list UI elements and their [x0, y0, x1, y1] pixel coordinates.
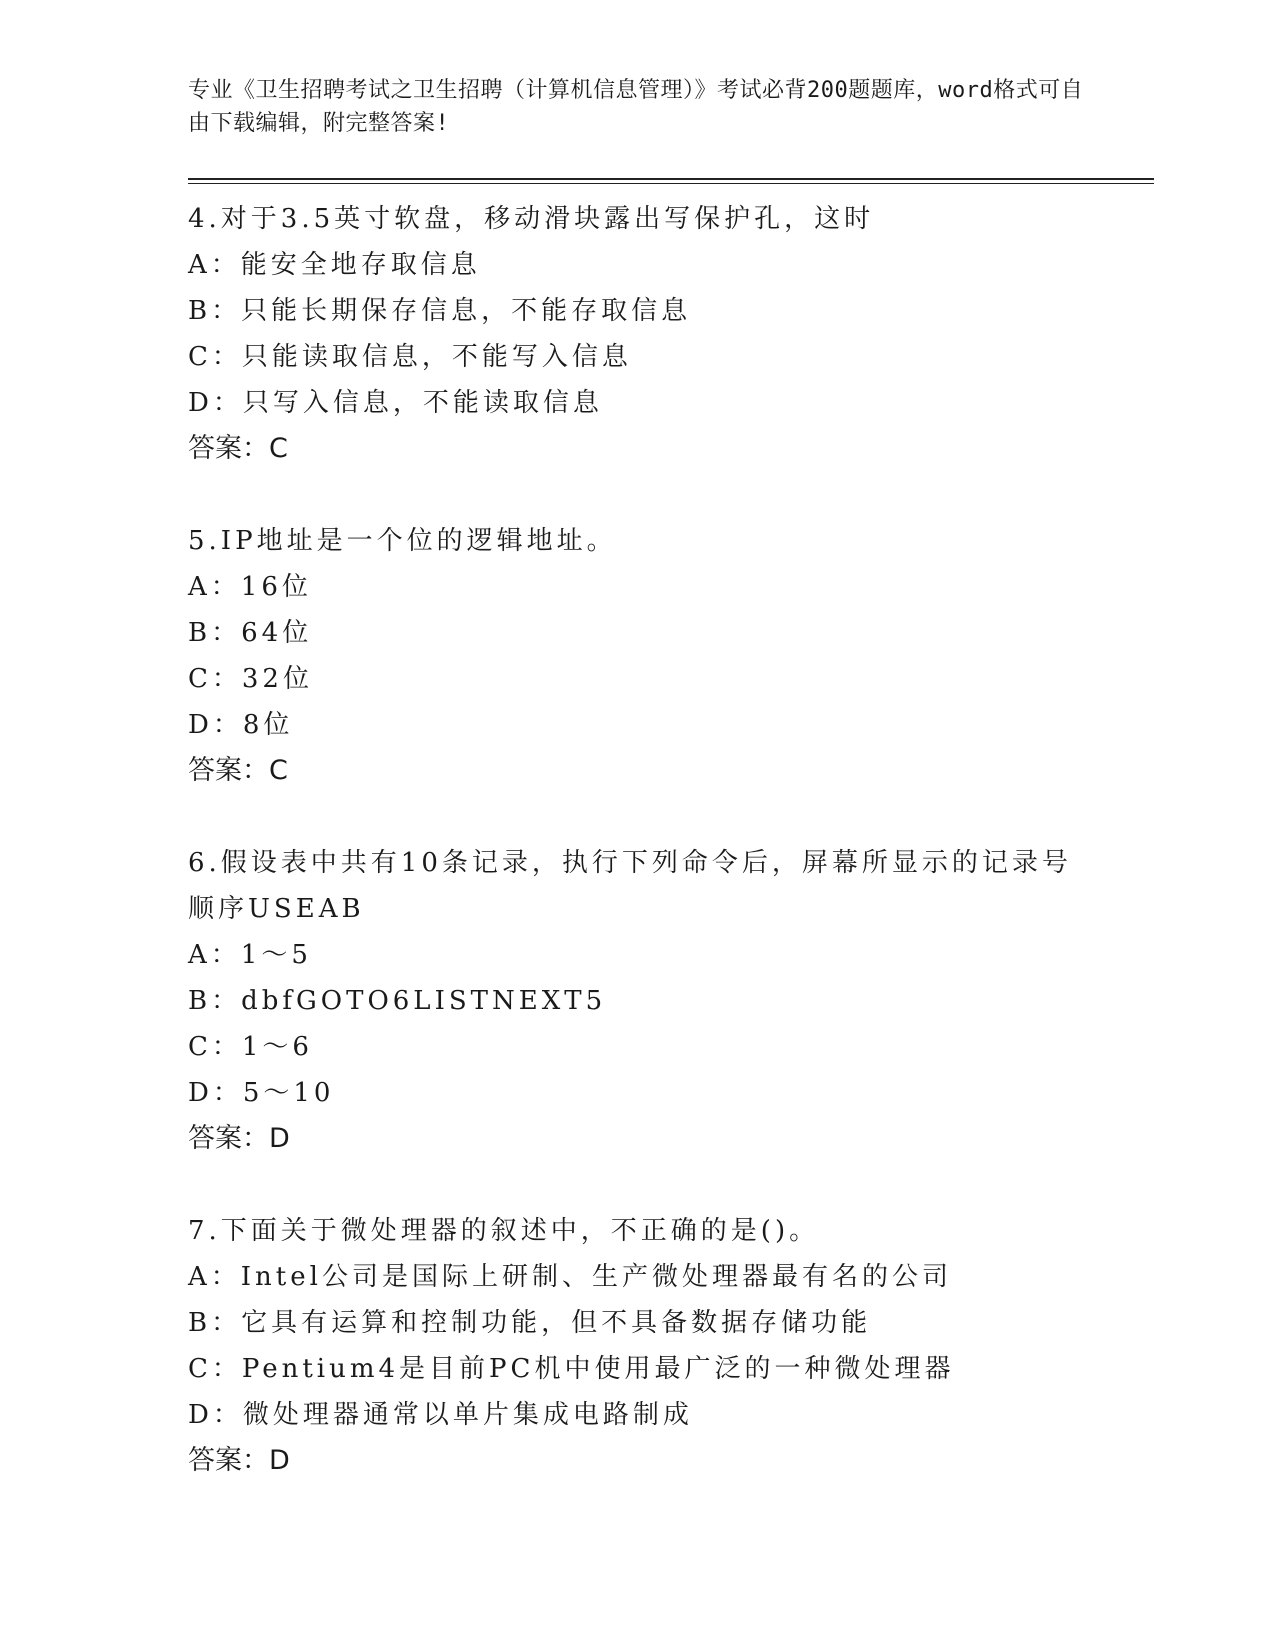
question-item [188, 196, 1154, 472]
option-d: D：8位 [188, 710, 294, 740]
option-c: C：只能读取信息，不能写入信息 [188, 342, 632, 372]
option-b: B：dbfGOTO6LISTNEXT5 [188, 986, 607, 1016]
question-list [188, 196, 1154, 1484]
option-d: D：微处理器通常以单片集成电路制成 [188, 1400, 693, 1430]
answer-line: 答案：C [188, 433, 288, 464]
option-a: A：1～5 [188, 940, 312, 970]
question-stem: 6.假设表中共有10条记录，执行下列命令后，屏幕所显示的记录号顺序USEAB [188, 848, 1072, 924]
option-c: C：Pentium4是目前PC机中使用最广泛的一种微处理器 [188, 1354, 955, 1384]
option-c: C：1～6 [188, 1032, 313, 1062]
question-item [188, 840, 1154, 1162]
option-b: B：它具有运算和控制功能，但不具备数据存储功能 [188, 1308, 872, 1338]
answer-line: 答案：C [188, 755, 288, 786]
document-page [188, 74, 1154, 1530]
header-divider [188, 178, 1154, 184]
option-a: A：16位 [188, 572, 312, 602]
question-stem: 4.对于3.5英寸软盘，移动滑块露出写保护孔，这时 [188, 204, 875, 234]
answer-line: 答案：D [188, 1123, 290, 1154]
question-stem: 7.下面关于微处理器的叙述中，不正确的是()。 [188, 1216, 820, 1246]
question-stem: 5.IP地址是一个位的逻辑地址。 [188, 526, 617, 556]
answer-line: 答案：D [188, 1445, 290, 1476]
question-item [188, 1208, 1154, 1484]
option-d: D：只写入信息，不能读取信息 [188, 388, 603, 418]
option-a: A：Intel公司是国际上研制、生产微处理器最有名的公司 [188, 1262, 952, 1292]
question-item [188, 518, 1154, 794]
option-a: A：能安全地存取信息 [188, 250, 481, 280]
document-header: 专业《卫生招聘考试之卫生招聘（计算机信息管理）》考试必背200题题库，word格式可自由下载编辑，附完整答案! [188, 78, 1084, 136]
option-d: D：5～10 [188, 1078, 335, 1108]
option-c: C：32位 [188, 664, 313, 694]
option-b: B：64位 [188, 618, 313, 648]
option-b: B：只能长期保存信息，不能存取信息 [188, 296, 692, 326]
